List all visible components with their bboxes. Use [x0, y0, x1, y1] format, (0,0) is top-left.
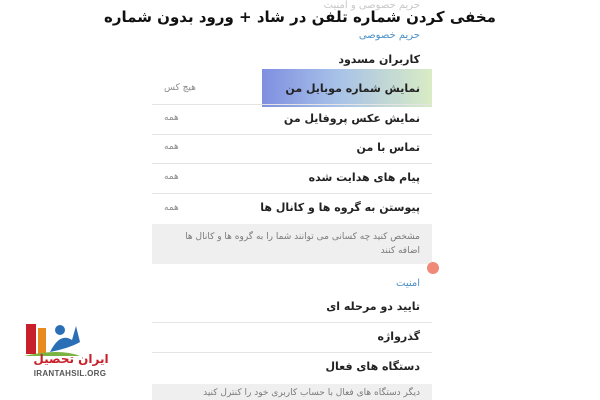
- logo-book-orange: [38, 328, 46, 354]
- profile-photo-value: همه: [164, 113, 179, 123]
- calls-row[interactable]: [152, 131, 432, 164]
- phone-visibility-row[interactable]: [152, 72, 432, 105]
- calls-value: همه: [164, 142, 179, 152]
- active-devices-label: دستگاه های فعال: [325, 360, 420, 373]
- forwarded-messages-row[interactable]: [152, 161, 432, 194]
- privacy-hint: مشخص کنید چه کسانی می توانند شما را به گروه ها و کانال ها اضافه کنند: [152, 224, 432, 264]
- settings-panel: [152, 0, 432, 400]
- top-cut-title: حریم حصوصی و امنیت: [323, 0, 420, 11]
- logo-name: ایران تحصیل: [33, 352, 109, 366]
- floating-action-dot[interactable]: [427, 262, 439, 274]
- logo-person-head: [55, 325, 65, 335]
- calls-label: تماس با من: [356, 140, 420, 154]
- privacy-section-header: حریم خصوصی: [358, 30, 420, 41]
- password-label: گذرواژه: [377, 329, 420, 343]
- profile-photo-label: نمایش عکس پروفایل من: [283, 111, 420, 125]
- blocked-users-label: کاربران مسدود: [338, 53, 420, 66]
- security-section-header: امنیت: [396, 278, 420, 289]
- page-caption: مخفی کردن شماره تلفن در شاد + ورود بدون شماره: [104, 8, 496, 26]
- groups-channels-value: همه: [164, 202, 179, 213]
- two-step-row[interactable]: [152, 290, 432, 323]
- phone-visibility-label: نمایش شماره موبایل من: [285, 81, 420, 95]
- groups-channels-row[interactable]: [152, 191, 432, 224]
- phone-visibility-value: هیچ کس: [164, 83, 196, 93]
- forwarded-messages-label: پیام های هدایت شده: [308, 170, 420, 184]
- forwarded-messages-value: همه: [164, 172, 179, 182]
- logo-book-red: [26, 324, 36, 354]
- logo-person-body: [50, 326, 80, 352]
- password-row[interactable]: [152, 320, 432, 353]
- two-step-label: تایید دو مرحله ای: [326, 299, 420, 313]
- active-devices-row[interactable]: [152, 350, 432, 383]
- logo-url: IRANTAHSIL.ORG: [33, 369, 107, 378]
- security-hint: دیگر دستگاه های فعال با حساب کاربری خود را کنترل کنید: [152, 384, 432, 400]
- groups-channels-label: پیوستن به گروه ها و کانال ها: [260, 201, 420, 214]
